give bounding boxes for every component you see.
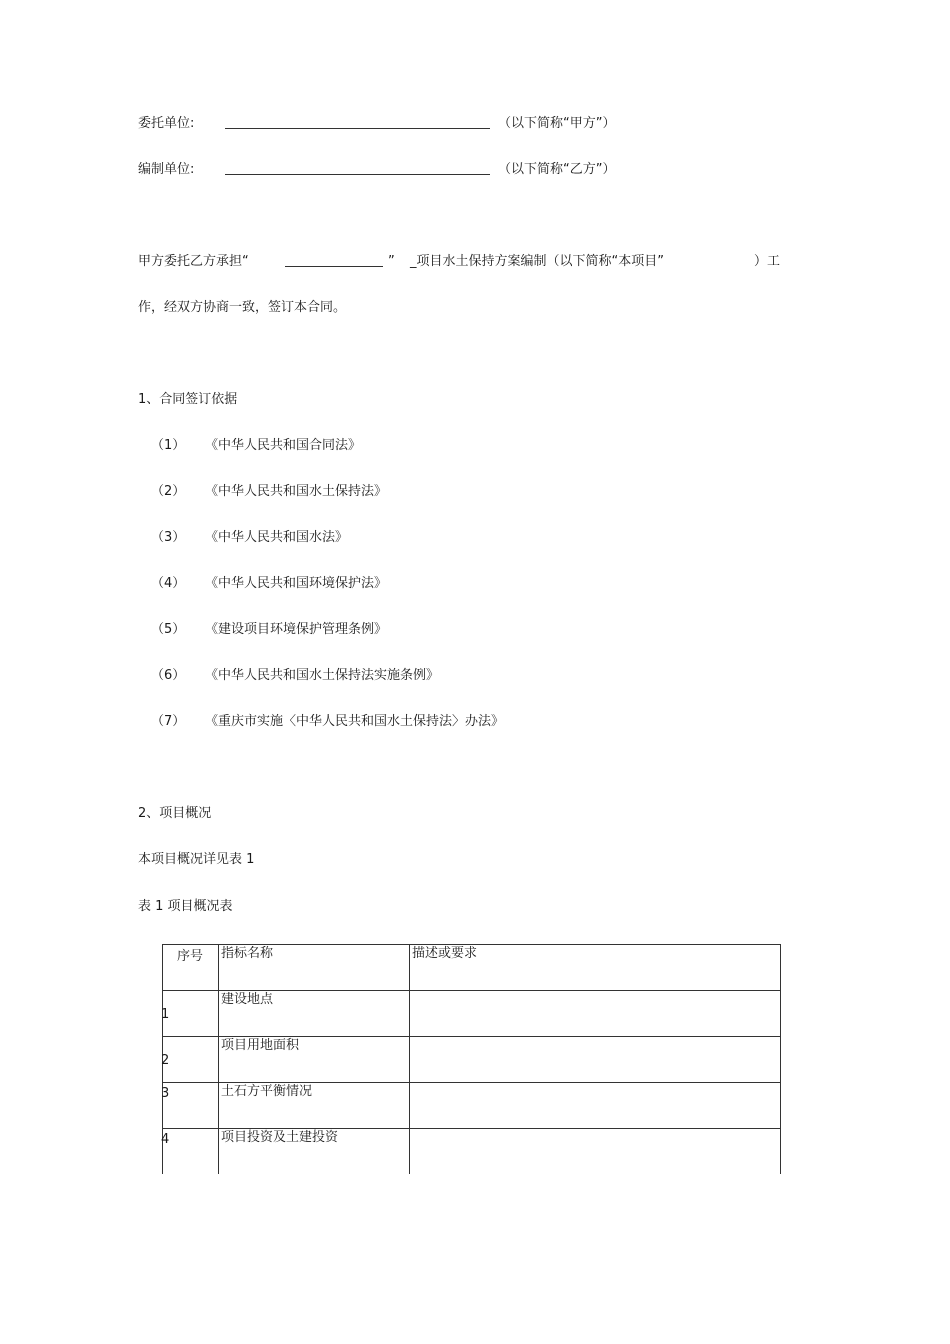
- row-num-cell: [163, 991, 219, 1037]
- intro-line2: 作，经双方协商一致，签订本合同。: [138, 300, 347, 315]
- party-b-label: 编制单位:: [138, 162, 195, 177]
- intro-part4: ）工: [754, 254, 781, 269]
- basis-item-num: （7）: [151, 714, 186, 729]
- basis-item-num: （4）: [151, 576, 186, 591]
- row-num-cell: [163, 1129, 219, 1175]
- row-num: 4: [161, 1132, 170, 1147]
- basis-item-num: （6）: [151, 668, 186, 683]
- header-num: 序号: [177, 949, 204, 964]
- basis-item-num: （5）: [151, 622, 186, 637]
- intro-part3: _项目水土保持方案编制（以下简称“本项目”: [410, 254, 664, 269]
- basis-item-text: 《建设项目环境保护管理条例》: [205, 622, 388, 637]
- intro-part2: ”: [388, 254, 395, 269]
- row-desc-cell: [410, 991, 781, 1037]
- row-num: 2: [161, 1053, 170, 1068]
- table-row: [163, 1083, 781, 1129]
- header-cell: [163, 945, 219, 991]
- basis-item-num: （1）: [151, 438, 186, 453]
- basis-item-text: 《中华人民共和国环境保护法》: [205, 576, 388, 591]
- header-cell: [410, 945, 781, 991]
- row-desc-cell: [410, 1083, 781, 1129]
- row-num: 1: [161, 1007, 170, 1022]
- row-desc-cell: [410, 1037, 781, 1083]
- table-caption: 表 1 项目概况表: [138, 899, 233, 914]
- row-num: 3: [161, 1086, 170, 1101]
- row-name-cell: [219, 1083, 410, 1129]
- basis-item-text: 《中华人民共和国水土保持法》: [205, 484, 388, 499]
- party-a-note: （以下简称“甲方”）: [498, 116, 616, 131]
- section2-title: 2、项目概况: [138, 806, 212, 821]
- header-name: 指标名称: [221, 946, 274, 961]
- basis-item-text: 《中华人民共和国水土保持法实施条例》: [205, 668, 440, 683]
- basis-item-text: 《中华人民共和国合同法》: [205, 438, 362, 453]
- party-a-label: 委托单位:: [138, 116, 195, 131]
- row-num-cell: [163, 1037, 219, 1083]
- project-name-blank: [285, 266, 383, 267]
- table-row: [163, 1129, 781, 1175]
- section2-desc: 本项目概况详见表 1: [138, 852, 255, 867]
- basis-item-num: （3）: [151, 530, 186, 545]
- row-name: 项目用地面积: [221, 1038, 300, 1053]
- table-row: [163, 991, 781, 1037]
- row-name-cell: [219, 991, 410, 1037]
- project-overview-table: [162, 944, 781, 1174]
- header-cell: [219, 945, 410, 991]
- party-b-note: （以下简称“乙方”）: [498, 162, 616, 177]
- basis-item-text: 《中华人民共和国水法》: [205, 530, 349, 545]
- header-desc: 描述或要求: [412, 946, 478, 961]
- intro-part1: 甲方委托乙方承担“: [138, 254, 249, 269]
- row-name-cell: [219, 1129, 410, 1175]
- party-b-blank: [225, 174, 490, 175]
- row-name-cell: [219, 1037, 410, 1083]
- row-name: 土石方平衡情况: [221, 1084, 313, 1099]
- basis-item-num: （2）: [151, 484, 186, 499]
- row-num-cell: [163, 1083, 219, 1129]
- table-header-row: [163, 945, 781, 991]
- section1-title: 1、合同签订依据: [138, 392, 238, 407]
- row-name: 项目投资及土建投资: [221, 1130, 339, 1145]
- table-row: [163, 1037, 781, 1083]
- row-desc-cell: [410, 1129, 781, 1175]
- basis-item-text: 《重庆市实施〈中华人民共和国水土保持法〉办法》: [205, 714, 505, 729]
- party-a-blank: [225, 128, 490, 129]
- row-name: 建设地点: [221, 992, 274, 1007]
